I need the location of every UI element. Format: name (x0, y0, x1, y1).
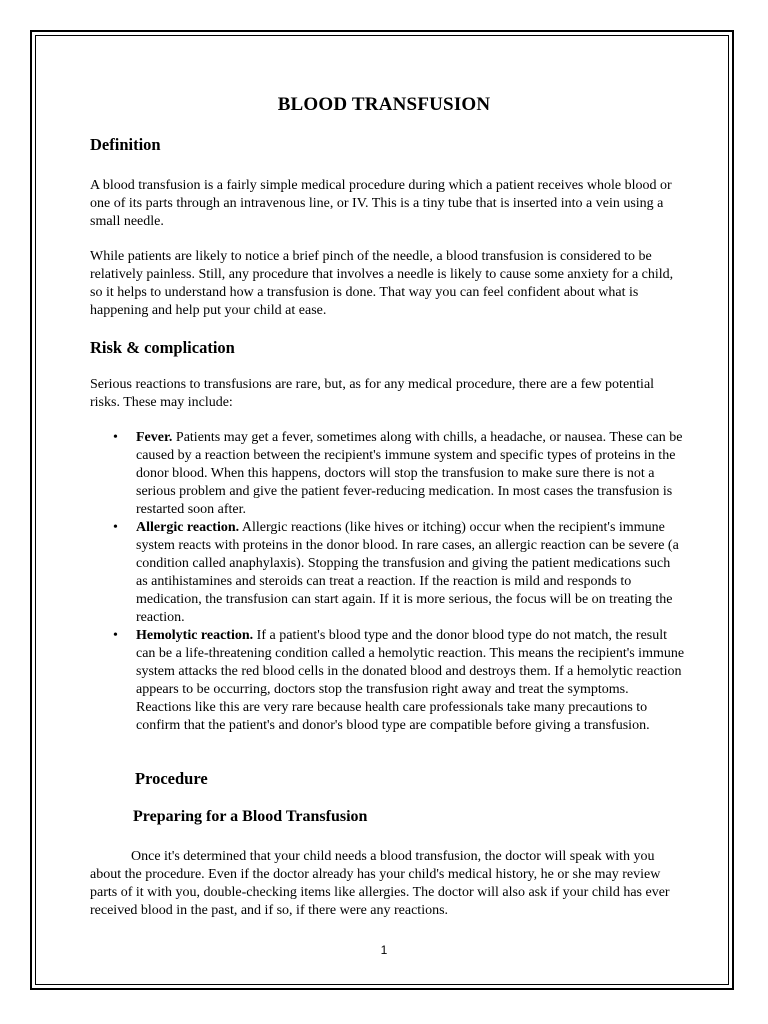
procedure-subheading: Preparing for a Blood Transfusion (133, 808, 368, 825)
definition-paragraph-1: A blood transfusion is a fairly simple medical procedure during which a patient receives whole blood or one of its parts through an intravenous line, or IV. This is a tiny tube that is inserted into a vein using a small needle. (90, 178, 672, 229)
document-title: BLOOD TRANSFUSION (277, 94, 491, 115)
bullet-icon: • (113, 628, 118, 643)
page-number: 1 (380, 943, 388, 957)
bullet-icon: • (113, 430, 118, 445)
risk-item-term: Fever. (136, 430, 173, 445)
risk-item-term: Allergic reaction. (136, 520, 240, 535)
risk-item-allergic (113, 519, 685, 627)
procedure-paragraph-1: Once it's determined that your child needs a blood transfusion, the doctor will speak with you about the procedure. Even if the doctor already has your child's medical history, he or she may review parts of it with you, double-checking items like allergies. The doctor will also ask if your child has ever received blood in the past, and if so, if there were any reactions. (90, 849, 670, 918)
risk-item-text: Allergic reactions (like hives or itching) occur when the recipient's immune system reacts with proteins in the donor blood. In rare cases, an allergic reaction can be severe (a condition called anaphylaxis). Stopping the transfusion and giving the patient medications such as antihistamines and steroids can treat a reaction. If the reaction is mild and responds to medication, the transfusion can start again. If it is more serious, the focus will be on treating the reaction. (136, 520, 679, 625)
risk-heading: Risk & complication (90, 338, 235, 357)
risk-item-term: Hemolytic reaction. (136, 628, 254, 643)
risk-intro-paragraph: Serious reactions to transfusions are rare, but, as for any medical procedure, there are a few potential risks. These may include: (90, 377, 655, 410)
definition-paragraph-2: While patients are likely to notice a brief pinch of the needle, a blood transfusion is considered to be relatively painless. Still, any procedure that involves a needle is likely to cause some anxiety for a child, so it helps to understand how a transfusion is done. That way you can feel confident about what is happening and help put your child at ease. (90, 249, 674, 318)
risk-item-text: If a patient's blood type and the donor blood type do not match, the result can be a life-threatening condition called a hemolytic reaction. This means the recipient's immune system attacks the red blood cells in the donated blood and destroys them. If a hemolytic reaction appears to be occurring, doctors stop the transfusion right away and treat the symptoms. Reactions like this are very rare because health care professionals take many precautions to confirm that the patient's and donor's blood type are compatible before giving a transfusion. (136, 628, 685, 733)
risk-item-text: Patients may get a fever, sometimes along with chills, a headache, or nausea. These can be caused by a reaction between the recipient's immune system and specific types of proteins in the donor blood. When this happens, doctors will stop the transfusion to make sure there is not a serious problem and give the patient fever-reducing medication. In most cases the transfusion is restarted soon after. (136, 430, 683, 517)
definition-heading: Definition (90, 135, 161, 154)
risk-item-fever (113, 429, 685, 519)
procedure-heading: Procedure (135, 769, 208, 788)
bullet-icon: • (113, 520, 118, 535)
risk-list (113, 429, 685, 735)
risk-item-hemolytic (113, 627, 685, 735)
